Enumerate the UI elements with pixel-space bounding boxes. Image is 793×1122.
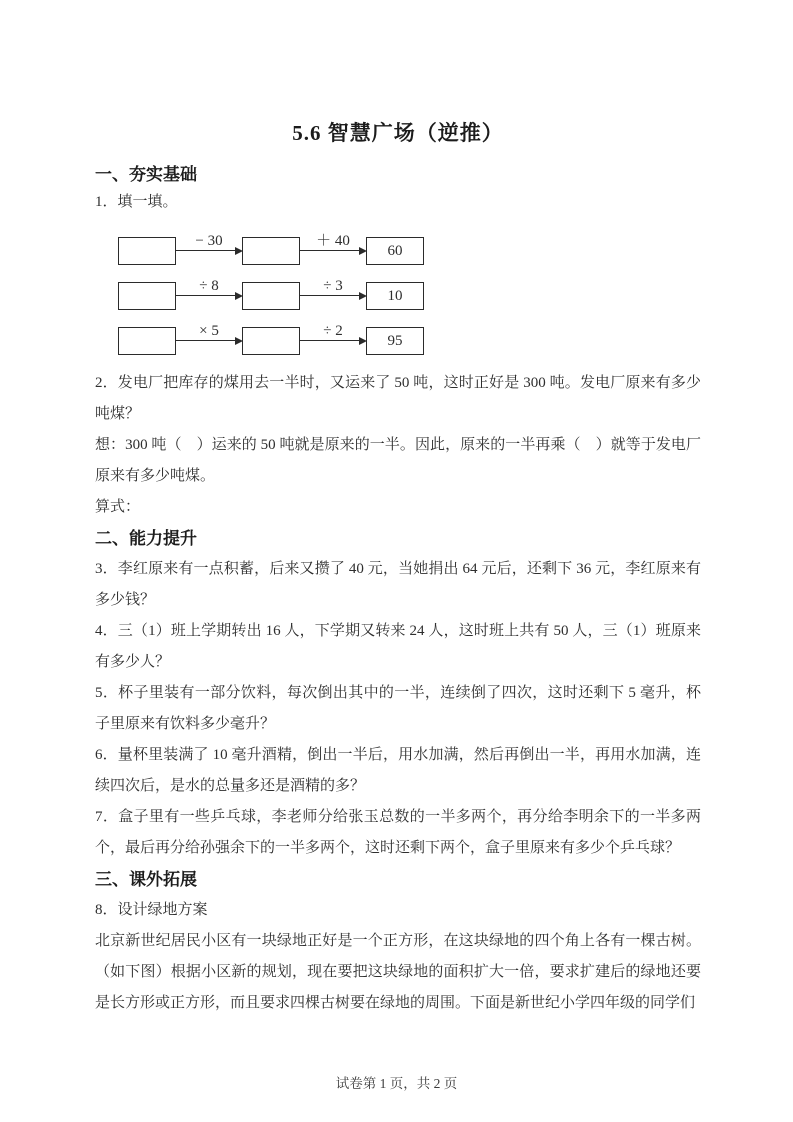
flow-input-box — [118, 237, 176, 265]
flow-arrow — [300, 323, 366, 355]
flow-input-box — [242, 237, 300, 265]
flow-input-box — [118, 282, 176, 310]
operation-label: ＋ 40 — [316, 233, 350, 249]
fill-in-flowchart — [118, 233, 701, 355]
flow-arrow — [176, 233, 242, 265]
operation-label: × 5 — [199, 323, 219, 339]
problem-2-formula-label: 算式： — [95, 499, 141, 515]
problem-8-title: 8．设计绿地方案 — [95, 902, 208, 918]
page-content — [95, 0, 701, 1019]
flow-input-box — [118, 327, 176, 355]
section-heading-ability: 二、能力提升 — [95, 529, 197, 548]
page-title: 5.6 智慧广场（逆推） — [292, 121, 504, 145]
flow-input-box — [242, 327, 300, 355]
section-heading-extension: 三、课外拓展 — [95, 870, 197, 889]
flowchart-row-2 — [118, 278, 701, 310]
flow-arrow — [300, 278, 366, 310]
page-number-footer: 试卷第 1 页，共 2 页 — [335, 1076, 458, 1091]
flow-result-box: 95 — [366, 327, 424, 355]
flow-result-box: 10 — [366, 282, 424, 310]
operation-label: − 30 — [195, 233, 223, 249]
problem-7: 7．盒子里有一些乒乓球，李老师分给张玉总数的一半多两个，再分给李明余下的一半多两个，最后再分给孙强余下的一半多两个，这时还剩下两个，盒子里原来有多少个乒乓球？ — [95, 809, 701, 856]
flow-input-box — [242, 282, 300, 310]
flowchart-row-3 — [118, 323, 701, 355]
flow-result-box: 60 — [366, 237, 424, 265]
operation-label: ÷ 3 — [323, 278, 343, 294]
operation-label: ÷ 8 — [199, 278, 219, 294]
problem-2-hint: 想：300 吨（ ）运来的 50 吨就是原来的一半。因此，原来的一半再乘（ ）就等于发电厂原来有多少吨煤。 — [95, 437, 701, 484]
problem-5: 5．杯子里装有一部分饮料，每次倒出其中的一半，连续倒了四次，这时还剩下 5 毫升，杯子里原来有饮料多少毫升？ — [95, 685, 701, 732]
problem-2: 2．发电厂把库存的煤用去一半时，又运来了 50 吨，这时正好是 300 吨。发电厂原来有多少吨煤？ — [95, 375, 701, 422]
problem-6: 6．量杯里装满了 10 毫升酒精，倒出一半后，用水加满，然后再倒出一半，再用水加满，连续四次后，是水的总量多还是酒精的多？ — [95, 747, 701, 794]
problem-3: 3．李红原来有一点积蓄，后来又攒了 40 元，当她捐出 64 元后，还剩下 36 元，李红原来有多少钱？ — [95, 561, 701, 608]
flow-arrow — [176, 323, 242, 355]
problem-4: 4．三（1）班上学期转出 16 人，下学期又转来 24 人，这时班上共有 50 人，三（1）班原来有多少人？ — [95, 623, 701, 670]
problem-1: 1．填一填。 — [95, 194, 178, 210]
flow-arrow — [300, 233, 366, 265]
operation-label: ÷ 2 — [323, 323, 343, 339]
flow-arrow — [176, 278, 242, 310]
flowchart-row-1 — [118, 233, 701, 265]
section-heading-basics: 一、夯实基础 — [95, 165, 197, 184]
problem-8-description: 北京新世纪居民小区有一块绿地正好是一个正方形，在这块绿地的四个角上各有一棵古树。（如下图）根据小区新的规划，现在要把这块绿地的面积扩大一倍，要求扩建后的绿地还要是长方形或正方形，而且要求四棵古树要在绿地的周围。下面是新世纪小学四年级的同学们 — [95, 933, 701, 1011]
